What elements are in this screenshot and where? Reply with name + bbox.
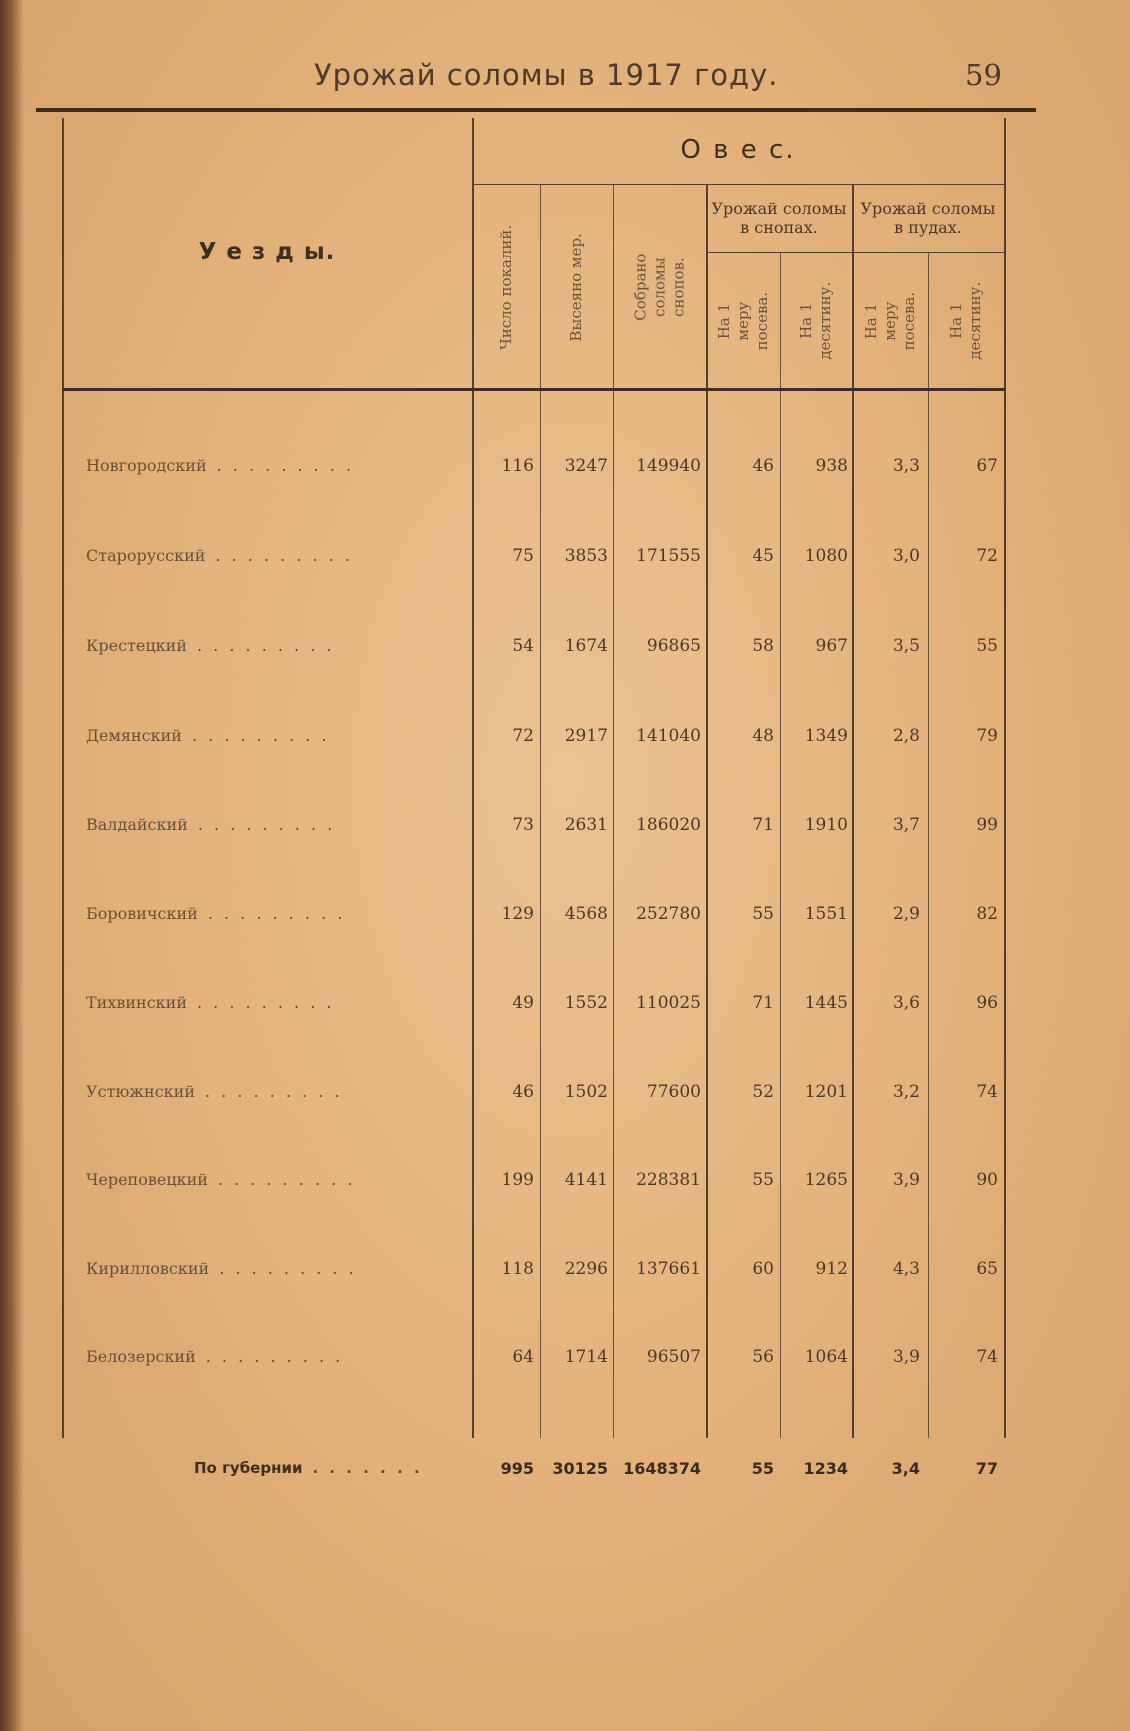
cell-collected: 96865: [646, 636, 701, 656]
cell-poods-per-desyatina: 74: [976, 1347, 998, 1367]
cell-plots: 116: [501, 456, 534, 476]
district-name: Белозерский: [86, 1347, 196, 1366]
cell-sown: 1502: [564, 1082, 608, 1102]
cell-plots: 54: [512, 636, 534, 656]
cell-collected: 77600: [646, 1082, 701, 1102]
cell-sheaves-per-measure: 55: [752, 1170, 774, 1190]
col-header-collected: Собрано соломы снопов.: [631, 253, 687, 321]
cell-sheaves-per-measure: 71: [752, 993, 774, 1013]
cell-collected: 252780: [636, 904, 701, 924]
cell-poods-per-measure: 3,9: [892, 1170, 920, 1190]
district-name: Крестецкий: [86, 636, 187, 655]
cell-collected: 141040: [636, 726, 701, 746]
district-name: Демянский: [86, 726, 182, 745]
page-title: Урожай соломы в 1917 году.: [314, 58, 779, 92]
subgroup-header-rule: [706, 252, 1004, 253]
cell-sheaves-per-measure: 58: [752, 636, 774, 656]
total-sheaves-per-desyatina: 1234: [803, 1459, 848, 1478]
total-poods-per-measure: 3,4: [891, 1459, 920, 1478]
cell-sheaves-per-desyatina: 1445: [804, 993, 848, 1013]
total-row: По губернии . . . . . . . 995 30125 1648374 55 1234 3,4 77: [194, 1459, 998, 1478]
district-name: Боровичский: [86, 904, 198, 923]
cell-sheaves-per-desyatina: 1201: [804, 1082, 848, 1102]
cell-sheaves-per-desyatina: 938: [815, 456, 848, 476]
total-plots: 995: [500, 1459, 534, 1478]
cell-sown: 2296: [564, 1259, 608, 1279]
cell-collected: 137661: [636, 1259, 701, 1279]
cell-plots: 64: [512, 1347, 534, 1367]
cell-sheaves-per-measure: 46: [752, 456, 774, 476]
cell-collected: 186020: [636, 815, 701, 835]
stub-header: У е з д ы.: [198, 239, 336, 266]
district-name: Кирилловский: [86, 1259, 210, 1278]
cell-poods-per-desyatina: 74: [976, 1082, 998, 1102]
cell-sown: 4141: [564, 1170, 608, 1190]
cell-poods-per-desyatina: 82: [976, 904, 998, 924]
total-collected: 1648374: [623, 1459, 701, 1478]
cell-poods-per-measure: 3,3: [892, 456, 920, 476]
table-row: Тихвинский . . . . . . . . . 49 1552 110025 71 1445 3,6 96: [86, 993, 998, 1013]
cell-poods-per-measure: 2,9: [892, 904, 920, 924]
district-name: Череповецкий: [86, 1170, 208, 1189]
col-header-sheaves-per-measure: На 1 меру посева.: [714, 291, 771, 351]
cell-sown: 1552: [564, 993, 608, 1013]
district-name: Устюжнский: [86, 1082, 195, 1101]
page-number: 59: [965, 58, 1002, 92]
district-name: Валдайский: [86, 815, 188, 834]
cell-plots: 73: [512, 815, 534, 835]
table-row: Старорусский . . . . . . . . . 75 3853 171555 45 1080 3,0 72: [86, 546, 998, 566]
cell-sheaves-per-measure: 56: [752, 1347, 774, 1367]
district-name: Новгородский: [86, 456, 207, 475]
cell-sown: 4568: [564, 904, 608, 924]
cell-plots: 46: [512, 1082, 534, 1102]
cell-collected: 149940: [636, 456, 701, 476]
cell-poods-per-desyatina: 67: [976, 456, 998, 476]
cell-sheaves-per-desyatina: 1551: [804, 904, 848, 924]
col-header-plots: Число покалий.: [496, 224, 515, 350]
cell-plots: 75: [512, 546, 534, 566]
cell-sheaves-per-desyatina: 1349: [804, 726, 848, 746]
cell-sheaves-per-desyatina: 1265: [804, 1170, 848, 1190]
cell-sheaves-per-measure: 55: [752, 904, 774, 924]
cell-poods-per-measure: 3,2: [892, 1082, 920, 1102]
table-row: Кирилловский . . . . . . . . . 118 2296 137661 60 912 4,3 65: [86, 1259, 998, 1279]
table-row: Демянский . . . . . . . . . 72 2917 141040 48 1349 2,8 79: [86, 726, 998, 746]
cell-collected: 96507: [646, 1347, 701, 1367]
cell-sown: 3247: [564, 456, 608, 476]
cell-poods-per-measure: 3,5: [892, 636, 920, 656]
table-row: Крестецкий . . . . . . . . . 54 1674 96865 58 967 3,5 55: [86, 636, 998, 656]
cell-plots: 129: [501, 904, 534, 924]
cell-poods-per-desyatina: 79: [976, 726, 998, 746]
cell-plots: 72: [512, 726, 534, 746]
cell-poods-per-measure: 3,7: [892, 815, 920, 835]
cell-poods-per-desyatina: 72: [976, 546, 998, 566]
cell-poods-per-measure: 3,6: [892, 993, 920, 1013]
col-group-poods: Урожай соломы в пудах.: [860, 198, 996, 237]
cell-sheaves-per-desyatina: 1910: [804, 815, 848, 835]
cell-sheaves-per-desyatina: 912: [815, 1259, 848, 1279]
table-row: Боровичский . . . . . . . . . 129 4568 252780 55 1551 2,9 82: [86, 904, 998, 924]
cell-poods-per-desyatina: 90: [976, 1170, 998, 1190]
cell-collected: 228381: [636, 1170, 701, 1190]
cell-sown: 3853: [564, 546, 608, 566]
col-header-poods-per-desyatina: На 1 десятину.: [947, 282, 985, 360]
group-header-rule: [472, 184, 1004, 185]
total-poods-per-desyatina: 77: [975, 1459, 998, 1478]
cell-sown: 1714: [564, 1347, 608, 1367]
table-row: Белозерский . . . . . . . . . 64 1714 96507 56 1064 3,9 74: [86, 1347, 998, 1367]
cell-sown: 1674: [564, 636, 608, 656]
cell-sheaves-per-measure: 48: [752, 726, 774, 746]
cell-poods-per-measure: 3,0: [892, 546, 920, 566]
cell-sheaves-per-desyatina: 1064: [804, 1347, 848, 1367]
cell-poods-per-measure: 2,8: [892, 726, 920, 746]
cell-poods-per-desyatina: 65: [976, 1259, 998, 1279]
cell-sheaves-per-desyatina: 1080: [804, 546, 848, 566]
cell-poods-per-desyatina: 55: [976, 636, 998, 656]
cell-plots: 118: [501, 1259, 534, 1279]
cell-sheaves-per-measure: 60: [752, 1259, 774, 1279]
col-group-sheaves: Урожай соломы в снопах.: [711, 198, 847, 237]
total-sown: 30125: [552, 1459, 608, 1478]
cell-poods-per-desyatina: 99: [976, 815, 998, 835]
group-header-oats: О в е с.: [680, 135, 796, 166]
col-header-sown: Высеяно мер.: [567, 232, 586, 342]
cell-collected: 110025: [636, 993, 701, 1013]
cell-plots: 49: [512, 993, 534, 1013]
cell-poods-per-desyatina: 96: [976, 993, 998, 1013]
cell-poods-per-measure: 4,3: [892, 1259, 920, 1279]
cell-sheaves-per-measure: 52: [752, 1082, 774, 1102]
cell-sheaves-per-measure: 71: [752, 815, 774, 835]
cell-sown: 2917: [564, 726, 608, 746]
total-sheaves-per-measure: 55: [751, 1459, 774, 1478]
cell-sheaves-per-measure: 45: [752, 546, 774, 566]
cell-sheaves-per-desyatina: 967: [815, 636, 848, 656]
cell-poods-per-measure: 3,9: [892, 1347, 920, 1367]
cell-collected: 171555: [636, 546, 701, 566]
table-row: Устюжнский . . . . . . . . . 46 1502 77600 52 1201 3,2 74: [86, 1082, 998, 1102]
header-bottom-rule: [62, 388, 1006, 391]
table-row: Новгородский . . . . . . . . . 116 3247 149940 46 938 3,3 67: [86, 456, 998, 476]
cell-sown: 2631: [564, 815, 608, 835]
total-label: По губернии: [194, 1459, 303, 1477]
cell-plots: 199: [501, 1170, 534, 1190]
col-header-poods-per-measure: На 1 меру посева.: [861, 291, 918, 351]
table-row: Валдайский . . . . . . . . . 73 2631 186020 71 1910 3,7 99: [86, 815, 998, 835]
table-row: Череповецкий . . . . . . . . . 199 4141 228381 55 1265 3,9 90: [86, 1170, 998, 1190]
col-header-sheaves-per-desyatina: На 1 десятину.: [797, 282, 835, 360]
district-name: Старорусский: [86, 546, 206, 565]
table-right-border: [1004, 118, 1006, 1438]
district-name: Тихвинский: [86, 993, 187, 1012]
